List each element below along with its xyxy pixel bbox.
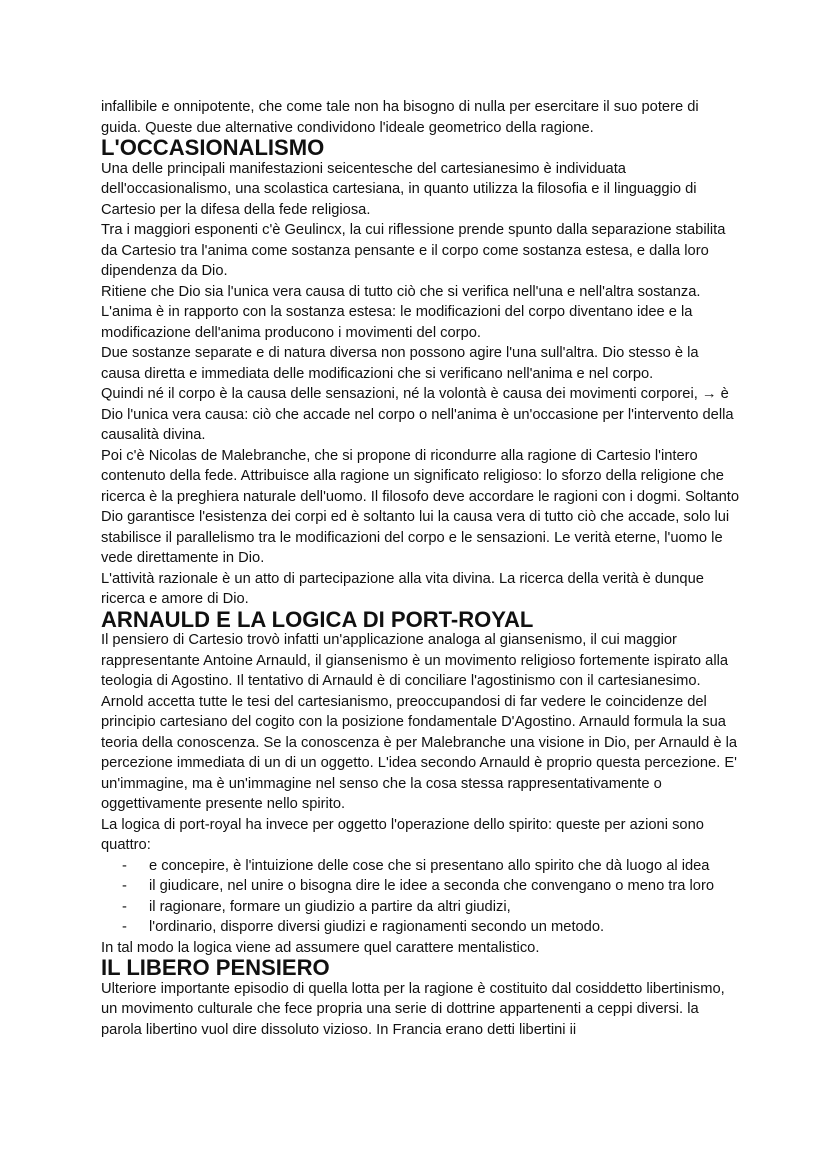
paragraph: Poi c'è Nicolas de Malebranche, che si propone di ricondurre alla ragione di Cartesio l'intero contenuto della fede. Attribuisce alla ragione un significato religioso: lo sforzo della religione che ricerca è la preghiera naturale dell'uomo. Il filosofo deve accordare le ragioni con i dogmi. Soltanto Dio garantisce l'esistenza dei corpi ed è soltanto lui la causa vera di tutto ciò che accade, solo lui stabilisce il parallelismo tra le modificazioni del corpo e le sensazioni. Le verità eterne, l'uomo le vede direttamente in Dio. [101,447,739,566]
document-page [101,97,741,1040]
intro-paragraph: infallibile e onnipotente, che come tale non ha bisogno di nulla per esercitare il suo potere di guida. Queste due alternative condividono l'ideale geometrico della ragione. [101,99,699,136]
operations-list [101,856,741,938]
list-item [101,897,741,918]
list-item-text: il ragionare, formare un giudizio a partire da altri giudizi, [149,898,511,915]
paragraph: In tal modo la logica viene ad assumere quel carattere mentalistico. [101,939,540,956]
paragraph: L'attività razionale è un atto di partecipazione alla vita divina. La ricerca della verità è dunque ricerca e amore di Dio. [101,570,704,607]
list-item [101,856,741,877]
list-item-text: l'ordinario, disporre diversi giudizi e ragionamenti secondo un metodo. [149,919,605,935]
paragraph: La logica di port-royal ha invece per oggetto l'operazione dello spirito: queste per azioni sono quattro: [101,816,704,853]
paragraph: Tra i maggiori esponenti c'è Geulincx, la cui riflessione prende spunto dalla separazione stabilita da Cartesio tra l'anima come sostanza pensante e il corpo come sostanza estesa, e dalla loro dipendenza da Dio. [101,222,726,279]
paragraph: Due sostanze separate e di natura diversa non possono agire l'una sull'altra. Dio stesso è la causa diretta e immediata delle modificazioni che si verificano nell'anima e nel corpo. [101,345,699,382]
paragraph: Una delle principali manifestazioni seicentesche del cartesianesimo è individuata dell'occasionalismo, una scolastica cartesiana, in quanto utilizza la filosofia e il linguaggio di Cartesio per la difesa della fede religiosa. [101,160,697,218]
list-item-text: e concepire, è l'intuizione delle cose che si presentano allo spirito che dà luogo al idea [149,857,710,874]
list-dash: - [122,857,127,874]
list-item [101,876,741,897]
list-dash: - [122,898,127,915]
list-item-text: il giudicare, nel unire o bisogna dire le idee a seconda che convengano o meno tra loro [149,878,715,894]
paragraph: Ulteriore importante episodio di quella lotta per la ragione è costituito dal cosiddetto libertinismo, un movimento culturale che fece propria una serie di dottrine appartenenti a ceppi diversi. la parola libertino vuol dire dissoluto vizioso. In Francia erano detti libertini ii [101,980,725,1038]
list-dash: - [122,919,127,935]
heading-occasionalismo: L'OCCASIONALISMO [101,135,325,160]
heading-arnauld: ARNAULD E LA LOGICA DI PORT-ROYAL [101,606,534,632]
paragraph: Quindi né il corpo è la causa delle sensazioni, né la volontà è causa dei movimenti corporei, → è Dio l'unica vera causa: ciò che accade nel corpo o nell'anima è un'occasione per l'intervento della causalità divina. [101,386,734,443]
paragraph: Il pensiero di Cartesio trovò infatti un'applicazione analoga al giansenismo, il cui maggior rappresentante Antoine Arnauld, il giansenismo è un movimento religioso fortemente ispirato alla teologia di Agostino. Il tentativo di Arnauld è di conciliare l'agostinismo con il cartesianesimo. Arnold accetta tutte le tesi del cartesianismo, preoccupandosi di far vedere le coincidenze del principio cartesiano del cogito con la posizione fondamentale D'Agostino. Arnauld formula la sua teoria della conoscenza. Se la conoscenza è per Malebranche una visione in Dio, per Arnauld è la percezione immediata di un di un oggetto. L'idea secondo Arnauld è proprio questa percezione. E' un'immagine, ma è un'immagine nel senso che la cosa stessa rappresentativamente o oggettivamente presente nello spirito. [101,632,738,812]
heading-libero-pensiero: IL LIBERO PENSIERO [101,955,330,980]
paragraph: Ritiene che Dio sia l'unica vera causa di tutto ciò che si verifica nell'una e nell'altra sostanza. L'anima è in rapporto con la sostanza estesa: le modificazioni del corpo diventano idee e la modificazione dell'anima producono i movimenti del corpo. [101,283,701,341]
list-item [101,917,741,938]
list-dash: - [122,878,127,894]
